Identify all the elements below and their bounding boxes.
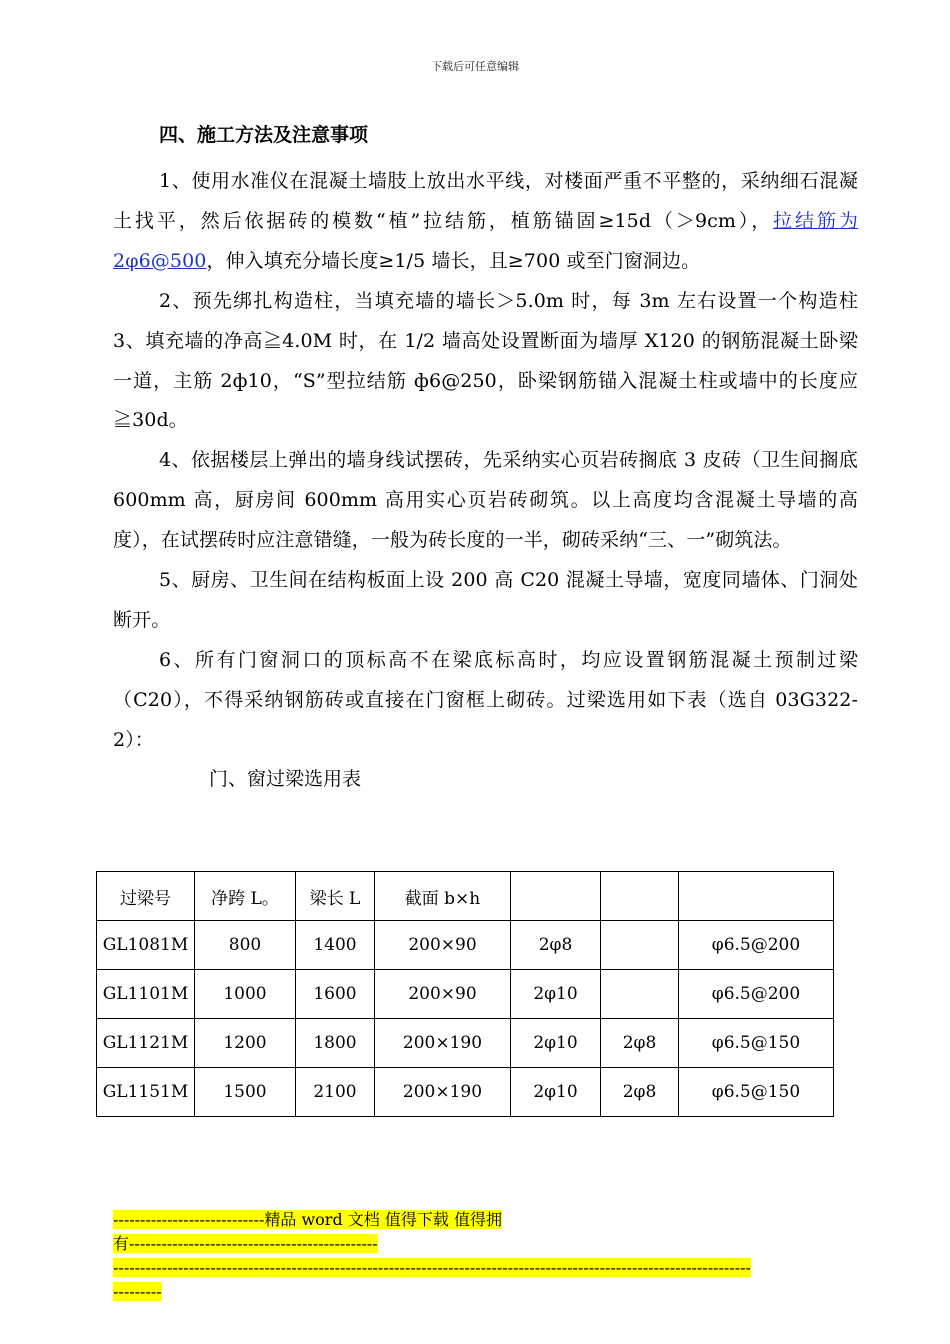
table-cell: 1200: [195, 1019, 296, 1068]
table-row: [97, 1068, 834, 1117]
paragraph-4: 5、厨房、卫生间在结构板面上设 200 高 C20 混凝土导墙，宽度同墙体、门洞处断开。: [113, 569, 858, 631]
table-cell: 2φ10: [511, 1068, 601, 1117]
table-cell: 1000: [195, 970, 296, 1019]
table-cell: φ6.5@150: [679, 1068, 834, 1117]
header-cell: 净跨 L。: [195, 872, 296, 921]
table-cell: GL1101M: [97, 970, 195, 1019]
table-cell: 2φ8: [601, 1019, 679, 1068]
page-header: 下载后可任意编辑: [431, 60, 519, 73]
table-cell: GL1151M: [97, 1068, 195, 1117]
section-title: 四、施工方法及注意事项: [159, 124, 369, 146]
rebar-link[interactable]: 拉结筋为 2φ6@500: [113, 209, 858, 272]
table-cell: 200×90: [375, 970, 511, 1019]
paragraph-1-text-a: 1、使用水准仪在混凝土墙肢上放出水平线，对楼面严重不平整的，采纳细石混凝土找平，然后依据砖的模数“植”拉结筋，植筋锚固≥15d（＞9cm），: [113, 170, 858, 232]
table-row: [97, 1019, 834, 1068]
table-cell: [601, 970, 679, 1019]
table-row: [97, 970, 834, 1019]
paragraph-2: 2、预先绑扎构造柱，当填充墙的墙长＞5.0m 时，每 3m 左右设置一个构造柱 3、填充墙的净高≧4.0M 时，在 1/2 墙高处设置断面为墙厚 X120 的钢筋混凝土卧梁一道，主筋 2ф10，“S”型拉结筋 ф6@250，卧梁钢筋锚入混凝土柱或墙中的长度应≧30d。: [113, 289, 858, 432]
table-cell: 1600: [296, 970, 375, 1019]
table-cell: 2φ10: [511, 1019, 601, 1068]
table-cell: 2φ8: [601, 1068, 679, 1117]
table-cell: GL1081M: [97, 921, 195, 970]
header-cell: 梁长 L: [296, 872, 375, 921]
header-cell: 过梁号: [97, 872, 195, 921]
table-cell: [601, 921, 679, 970]
header-cell: [679, 872, 834, 921]
header-cell: [601, 872, 679, 921]
table-cell: φ6.5@150: [679, 1019, 834, 1068]
header-cell: 截面 b×h: [375, 872, 511, 921]
table-cell: φ6.5@200: [679, 921, 834, 970]
table-cell: 2100: [296, 1068, 375, 1117]
table-cell: GL1121M: [97, 1019, 195, 1068]
table-cell: 200×190: [375, 1019, 511, 1068]
table-cell: 200×90: [375, 921, 511, 970]
lintel-table: [96, 871, 834, 1117]
paragraph-3: 4、依据楼层上弹出的墙身线试摆砖，先采纳实心页岩砖搁底 3 皮砖（卫生间搁底 600mm 高，厨房间 600mm 高用实心页岩砖砌筑。以上高度均含混凝土导墙的高度），在试摆砖时应注意错缝，一般为砖长度的一半，砌砖采纳“三、一”砌筑法。: [113, 449, 858, 552]
table-cell: 2φ10: [511, 970, 601, 1019]
table-cell: 200×190: [375, 1068, 511, 1117]
table-cell: 1800: [296, 1019, 375, 1068]
table-row: [97, 921, 834, 970]
table-cell: 1400: [296, 921, 375, 970]
table-cell: φ6.5@200: [679, 970, 834, 1019]
footer-banner: [113, 1208, 858, 1304]
table-cell: 800: [195, 921, 296, 970]
document-body: [113, 120, 858, 791]
table-header-row: [97, 872, 834, 921]
footer-line-1: ----------------------------精品 word 文档 值得下载 值得拥: [113, 1210, 502, 1229]
footer-line-3: ----------------------------------------------------------------------------------------------------------------------: [113, 1258, 751, 1277]
paragraph-1-text-b: ，伸入填充分墙长度≥1/5 墙长，且≥700 或至门窗洞边。: [206, 249, 701, 272]
table-cell: 2φ8: [511, 921, 601, 970]
table-caption: 门、窗过梁选用表: [209, 767, 362, 790]
header-cell: [511, 872, 601, 921]
paragraph-1: [113, 162, 858, 282]
paragraph-5: 6、所有门窗洞口的顶标高不在梁底标高时，均应设置钢筋混凝土预制过梁（C20），不得采纳钢筋砖或直接在门窗框上砌砖。过梁选用如下表（选自 03G322-2）：: [113, 648, 858, 751]
table-cell: 1500: [195, 1068, 296, 1117]
footer-line-4: ---------: [113, 1282, 162, 1301]
footer-line-2: 有----------------------------------------------: [113, 1234, 378, 1253]
